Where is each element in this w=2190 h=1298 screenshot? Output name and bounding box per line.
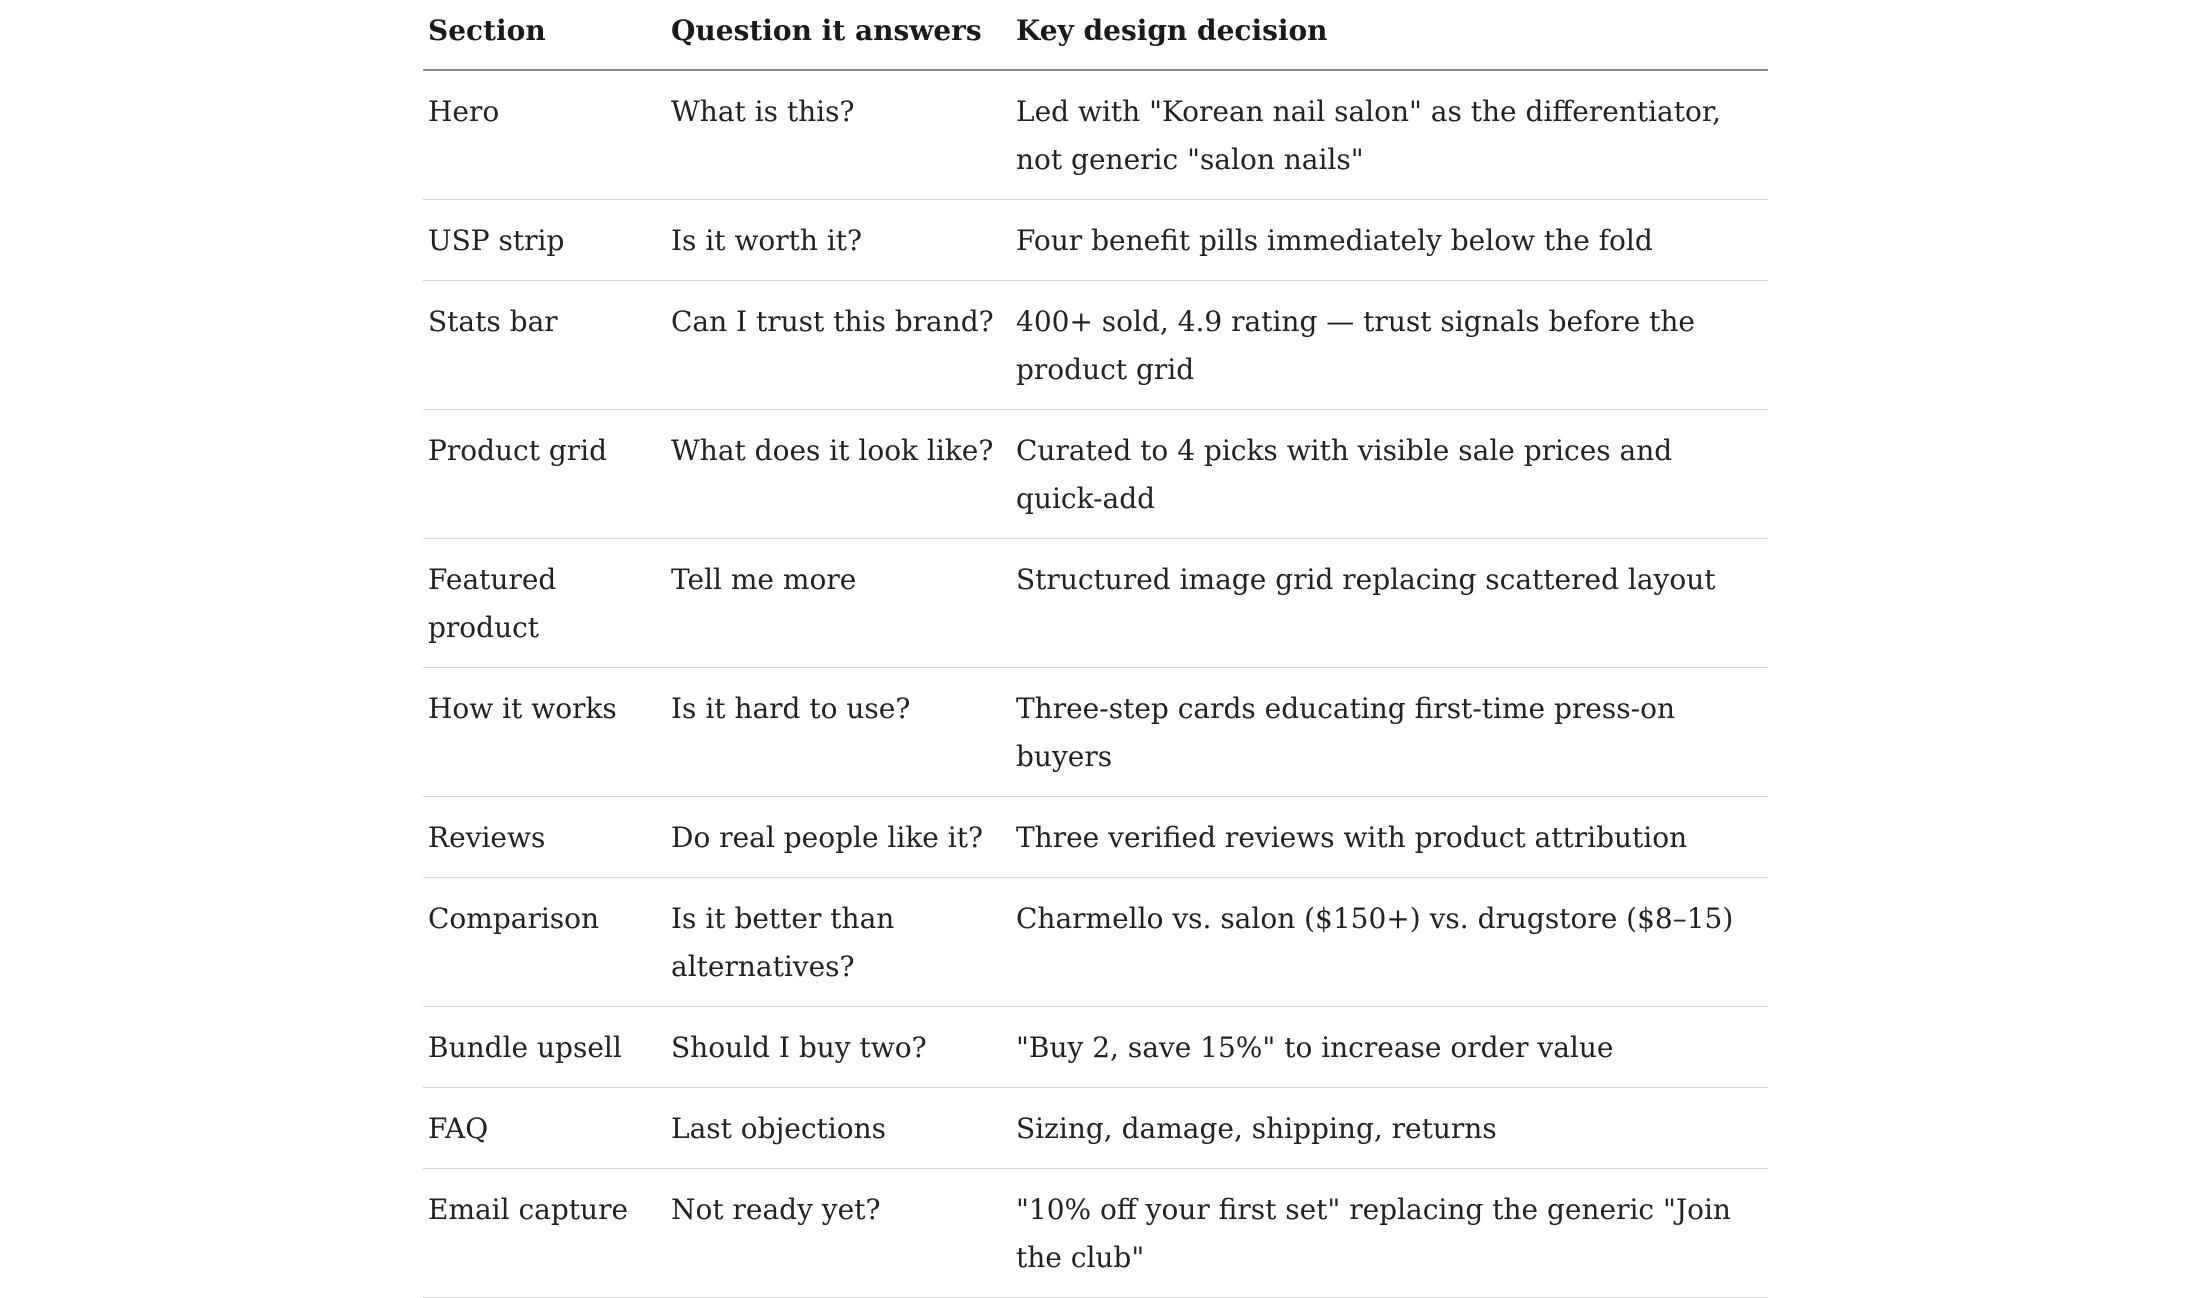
cell-question: Can I trust this brand? <box>666 281 1011 410</box>
cell-question: Do real people like it? <box>666 797 1011 878</box>
cell-section: USP strip <box>423 200 666 281</box>
cell-question: What is this? <box>666 70 1011 200</box>
cell-section: Hero <box>423 70 666 200</box>
table-row <box>423 281 1768 410</box>
cell-section: Email capture <box>423 1169 666 1298</box>
cell-section: Product grid <box>423 410 666 539</box>
cell-decision: 400+ sold, 4.9 rating — trust signals before the product grid <box>1011 281 1768 410</box>
cell-decision: Led with "Korean nail salon" as the differentiator, not generic "salon nails" <box>1011 70 1768 200</box>
table-row <box>423 797 1768 878</box>
header-question: Question it answers <box>666 0 1011 70</box>
cell-decision: Three-step cards educating first-time press-on buyers <box>1011 668 1768 797</box>
cell-decision: "Buy 2, save 15%" to increase order value <box>1011 1007 1768 1088</box>
cell-section: Featured product <box>423 539 666 668</box>
cell-question: Is it hard to use? <box>666 668 1011 797</box>
cell-question: What does it look like? <box>666 410 1011 539</box>
table-row <box>423 668 1768 797</box>
table-row <box>423 539 1768 668</box>
cell-decision: Structured image grid replacing scattered layout <box>1011 539 1768 668</box>
cell-decision: Curated to 4 picks with visible sale prices and quick-add <box>1011 410 1768 539</box>
cell-section: FAQ <box>423 1088 666 1169</box>
design-decisions-table-container <box>423 0 1768 1298</box>
cell-question: Is it worth it? <box>666 200 1011 281</box>
table-row <box>423 1007 1768 1088</box>
cell-section: Stats bar <box>423 281 666 410</box>
table-row <box>423 878 1768 1007</box>
cell-decision: Charmello vs. salon ($150+) vs. drugstore ($8–15) <box>1011 878 1768 1007</box>
cell-decision: Sizing, damage, shipping, returns <box>1011 1088 1768 1169</box>
table-row <box>423 1169 1768 1298</box>
table-row <box>423 410 1768 539</box>
cell-question: Last objections <box>666 1088 1011 1169</box>
table-row <box>423 1088 1768 1169</box>
cell-question: Is it better than alternatives? <box>666 878 1011 1007</box>
cell-question: Should I buy two? <box>666 1007 1011 1088</box>
cell-section: How it works <box>423 668 666 797</box>
cell-decision: "10% off your first set" replacing the generic "Join the club" <box>1011 1169 1768 1298</box>
table-row <box>423 70 1768 200</box>
table-header <box>423 0 1768 70</box>
cell-section: Comparison <box>423 878 666 1007</box>
table-body <box>423 70 1768 1298</box>
cell-section: Reviews <box>423 797 666 878</box>
cell-decision: Three verified reviews with product attribution <box>1011 797 1768 878</box>
cell-question: Tell me more <box>666 539 1011 668</box>
cell-question: Not ready yet? <box>666 1169 1011 1298</box>
header-section: Section <box>423 0 666 70</box>
header-row <box>423 0 1768 70</box>
header-decision: Key design decision <box>1011 0 1768 70</box>
table-row <box>423 200 1768 281</box>
design-decisions-table <box>423 0 1768 1298</box>
cell-section: Bundle upsell <box>423 1007 666 1088</box>
cell-decision: Four benefit pills immediately below the fold <box>1011 200 1768 281</box>
